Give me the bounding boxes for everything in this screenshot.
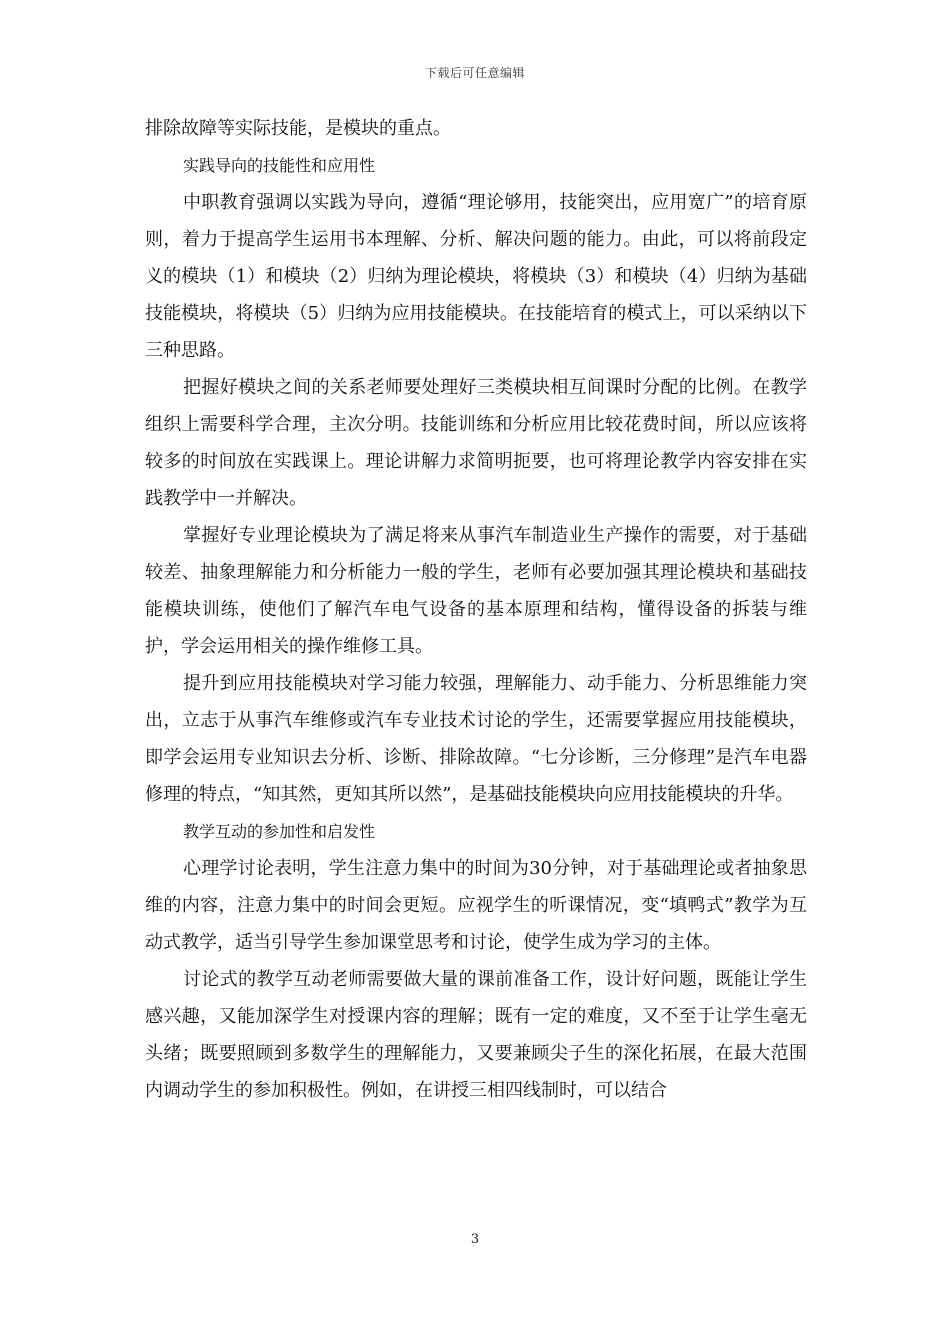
paragraph: 把握好模块之间的关系老师要处理好三类模块相互间课时分配的比例。在教学组织上需要科学合理，主次分明。技能训练和分析应用比较花费时间，所以应该将较多的时间放在实践课上。理论讲解力求简明扼要，也可将理论教学内容安排在实践教学中一并解决。 <box>145 377 807 509</box>
page-header: 下载后可任意编辑 <box>424 66 525 80</box>
paragraph: 掌握好专业理论模块为了满足将来从事汽车制造业生产操作的需要，对于基础较差、抽象理解能力和分析能力一般的学生，老师有必要加强其理论模块和基础技能模块训练，使他们了解汽车电气设备的基本原理和结构，懂得设备的拆装与维护，学会运用相关的操作维修工具。 <box>145 525 807 657</box>
paragraph: 心理学讨论表明，学生注意力集中的时间为30分钟，对于基础理论或者抽象思维的内容，注意力集中的时间会更短。应视学生的听课情况，变“填鸭式”教学为互动式教学，适当引导学生参加课堂思考和讨论，使学生成为学习的主体。 <box>145 858 807 953</box>
paragraph: 提升到应用技能模块对学习能力较强，理解能力、动手能力、分析思维能力突出，立志于从事汽车维修或汽车专业技术讨论的学生，还需要掌握应用技能模块，即学会运用专业知识去分析、诊断、排除故障。“七分诊断，三分修理”是汽车电器修理的特点，“知其然，更知其所以然”，是基础技能模块向应用技能模块的升华。 <box>145 673 807 805</box>
section-heading: 实践导向的技能性和应用性 <box>183 156 376 175</box>
section-heading: 教学互动的参加性和启发性 <box>183 822 376 841</box>
page-number: 3 <box>470 1232 480 1247</box>
document-body <box>145 110 807 1109</box>
paragraph-continued: 排除故障等实际技能，是模块的重点。 <box>145 118 451 139</box>
paragraph: 中职教育强调以实践为导向，遵循“理论够用，技能突出，应用宽广”的培育原则，着力于提高学生运用书本理解、分析、解决问题的能力。由此，可以将前段定义的模块（1）和模块（2）归纳为理论模块，将模块（3）和模块（4）归纳为基础技能模块，将模块（5）归纳为应用技能模块。在技能培育的模式上，可以采纳以下三种思路。 <box>145 192 807 361</box>
paragraph: 讨论式的教学互动老师需要做大量的课前准备工作，设计好问题，既能让学生感兴趣，又能加深学生对授课内容的理解；既有一定的难度，又不至于让学生毫无头绪；既要照顾到多数学生的理解能力，又要兼顾尖子生的深化拓展，在最大范围内调动学生的参加积极性。例如，在讲授三相四线制时，可以结合 <box>145 969 807 1101</box>
